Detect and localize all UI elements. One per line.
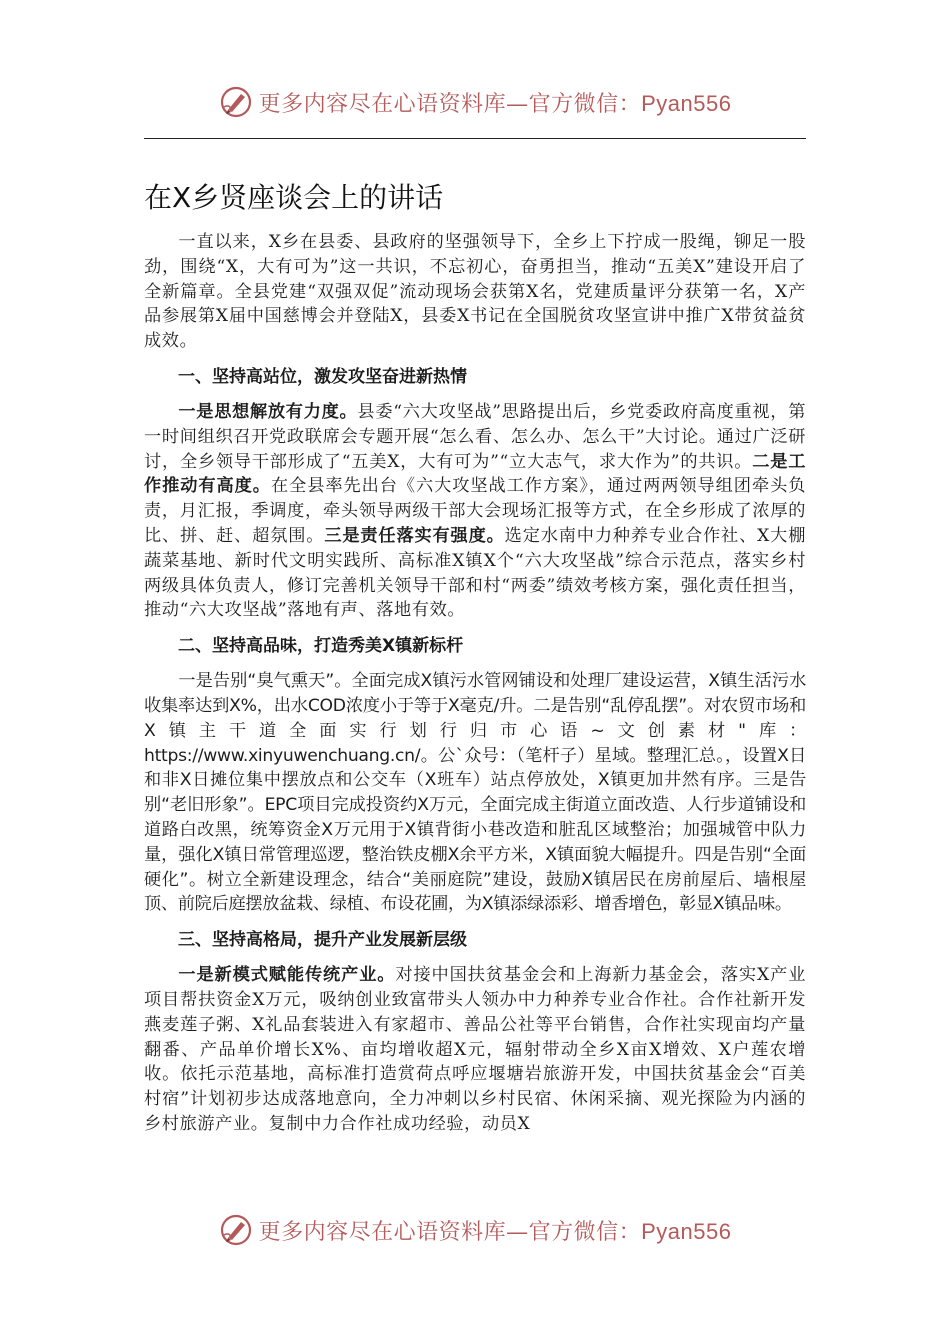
section1-heading: 一、坚持高站位，激发攻坚奋进新热情 xyxy=(178,366,467,387)
header-wechat-id: Pyan556 xyxy=(641,90,732,116)
header-banner-text xyxy=(259,87,732,118)
section1-text3: 选定水南中力种养专业合作社、X大棚蔬菜基地、新时代文明实践所、高标准X镇X个“六大攻坚战”综合示范点，落实乡村两级具体负责人，修订完善机关领导干部和村“两委”绩效考核方案，强化责任担当，推动“六大攻坚战”落地有声、落地有效。 xyxy=(144,525,806,621)
section1-lead1: 一是思想解放有力度。 xyxy=(178,401,358,422)
document-body xyxy=(144,230,806,1137)
section1-lead3: 三是责任落实有强度。 xyxy=(324,525,505,546)
intro-paragraph: 一直以来，X乡在县委、县政府的坚强领导下，全乡上下拧成一股绳，铆足一股劲，围绕“X，大有可为”这一共识，不忘初心，奋勇担当，推动“五美X”建设开启了全新篇章。全县党建“双强双促”流动现场会获第X名，党建质量评分获第一名，X产品参展第X届中国慈博会并登陆X，县委X书记在全国脱贫攻坚宣讲中推广X带贫益贫成效。 xyxy=(144,232,806,352)
footer-banner xyxy=(0,1212,950,1248)
pen-logo-icon xyxy=(219,1213,253,1247)
header-banner xyxy=(0,84,950,120)
section2-paragraph: 一是告别“臭气熏天”。全面完成X镇污水管网铺设和处理厂建设运营，X镇生活污水收集率达到X%，出水COD浓度小于等于X毫克/升。二是告别“乱停乱摆”。对农贸市场和X镇主干道全面实行划行归市心语~文创素材"库：https://www.xinyuwenchuang.cn/。公`众号：（笔杆子）星域。整理汇总。，设置X日和非X日摊位集中摆放点和公交车（X班车）站点停放处，X镇更加井然有序。三是告别“老旧形象”。EPC项目完成投资约X万元，全面完成主街道立面改造、人行步道铺设和道路白改黑，统筹资金X万元用于X镇背街小巷改造和脏乱区域整治；加强城管中队力量，强化X镇日常管理巡逻，整治铁皮棚X余平方米，X镇面貌大幅提升。四是告别“全面硬化”。树立全新建设理念，结合“美丽庭院”建设，鼓励X镇居民在房前屋后、墙根屋顶、前院后庭摆放盆栽、绿植、布设花圃，为X镇添绿添彩、增香增色，彰显X镇品味。 xyxy=(144,671,806,915)
section1-text2: 在全县率先出台《六大攻坚战工作方案》，通过两两领导组团牵头负责，月汇报，季调度，牵头领导两级干部大会现场汇报等方式，在全乡形成了浓厚的比、拼、赶、超氛围。 xyxy=(144,476,806,546)
section1-lead2: 二是工作推动有高度。 xyxy=(144,451,806,497)
header-divider xyxy=(144,138,806,139)
section1-paragraph xyxy=(144,400,806,623)
section3-paragraph xyxy=(144,963,806,1137)
footer-banner-slogan: 更多内容尽在心语资料库—官方微信： xyxy=(258,1219,642,1245)
footer-wechat-id: Pyan556 xyxy=(641,1218,732,1244)
footer-banner-text xyxy=(259,1215,732,1246)
section3-text1: 对接中国扶贫基金会和上海新力基金会，落实X产业项目帮扶资金X万元，吸纳创业致富带头人领办中力种养专业合作社。合作社新开发燕麦莲子粥、X礼品套装进入有家超市、善品公社等平台销售，合作社实现亩均产量翻番、产品单价增长X%、亩均增收超X元，辐射带动全乡X亩X增效、X户莲农增收。依托示范基地，高标准打造赏荷点呼应堰塘岩旅游开发，中国扶贫基金会“百美村宿”计划初步达成落地意向，全力冲刺以乡村民宿、休闲采摘、观光探险为内涵的乡村旅游产业。复制中力合作社成功经验，动员X xyxy=(144,965,806,1134)
section3-lead1: 一是新模式赋能传统产业。 xyxy=(178,965,396,986)
pen-logo-icon xyxy=(219,85,253,119)
header-banner-slogan: 更多内容尽在心语资料库—官方微信： xyxy=(258,91,642,117)
section3-heading: 三、坚持高格局，提升产业发展新层级 xyxy=(178,930,467,951)
section2-heading: 二、坚持高品味，打造秀美X镇新标杆 xyxy=(178,636,464,657)
section1-text1: 县委“六大攻坚战”思路提出后，乡党委政府高度重视，第一时间组织召开党政联席会专题开展“怎么看、怎么办、怎么干”大讨论。通过广泛研讨，全乡领导干部形成了“五美X，大有可为”“立大志气，求大作为”的共识。 xyxy=(144,401,806,472)
page-title: 在X乡贤座谈会上的讲话 xyxy=(144,181,444,214)
